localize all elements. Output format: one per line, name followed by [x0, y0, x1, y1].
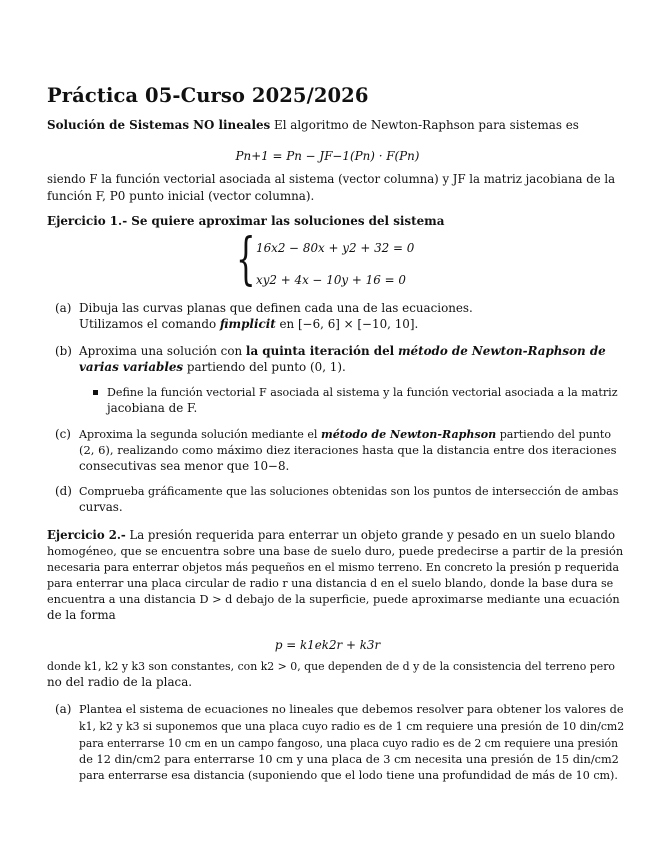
intro-after-line2: función F, P0 punto inicial (vector columna). [47, 189, 315, 203]
exercise2-line3: necesaria para enterrar objetos más pequeños en el mismo terreno. En concreto la presión p requerida [47, 561, 619, 574]
item-b-pre: Aproxima una solución con [79, 344, 243, 358]
item-c-line1 [79, 426, 619, 443]
page-title: Práctica 05-Curso 2025/2026 [47, 84, 369, 107]
item-b-line2 [79, 359, 609, 376]
exercise2-heading: Ejercicio 2.- [47, 528, 126, 542]
ex2-item-a-line5: para enterrarse esa distancia (suponiendo que el lodo tiene una profundidad de más de 10 cm). [79, 769, 618, 782]
item-d-line1: Comprueba gráficamente que las soluciones obtenidas son los puntos de intersección de ambas [79, 485, 619, 498]
exercise2-line1 [47, 527, 622, 544]
exercise2-after-line1: donde k1, k2 y k3 son constantes, con k2 > 0, que dependen de d y de la consistencia del terreno pero [47, 660, 615, 673]
item-d-label: (d) [55, 484, 72, 498]
item-a-line2 [79, 316, 609, 333]
fimplicit-command: fimplicit [219, 317, 276, 331]
intro-text: El algoritmo de Newton-Raphson para sistemas es [274, 118, 579, 132]
system-equation-1: 16x2 − 80x + y2 + 32 = 0 [256, 241, 415, 255]
exercise2-line2: homogéneo, que se encuentra sobre una base de suelo duro, puede predecirse a partir de la presión [47, 545, 624, 558]
item-b-label: (b) [55, 344, 72, 358]
pressure-formula [0, 637, 655, 654]
ex2-item-a-line3: para enterrarse 10 cm en un campo fangoso, una placa cuyo radio es de 2 cm requiere una presión [79, 737, 618, 750]
intro-heading: Solución de Sistemas NO lineales [47, 118, 271, 132]
item-b-post: partiendo del punto (0, 1). [186, 360, 346, 374]
item-a-line1: Dibuja las curvas planas que definen cada una de las ecuaciones. [79, 301, 473, 315]
ex2-item-a-line4: de 12 din/cm2 para enterrarse 10 cm y una placa de 3 cm necesita una presión de 15 din/cm2 [79, 753, 619, 766]
exercise1-heading: Ejercicio 1.- Se quiere aproximar las soluciones del sistema [47, 214, 445, 228]
item-c-line2: (2, 6), realizando como máximo diez iteraciones hasta que la distancia entre dos iteraciones [79, 443, 617, 457]
exercise2-line5: encuentra a una distancia D > d debajo de la superficie, puede aproximarse mediante una ecuación [47, 593, 620, 606]
bullet-line1: Define la función vectorial F asociada al sistema y la función vectorial asociada a la matriz [107, 386, 618, 399]
exercise2-line4: para enterrar una placa circular de radio r una distancia d en el suelo blando, donde la base dura se [47, 577, 614, 590]
system-equation-2: xy2 + 4x − 10y + 16 = 0 [256, 273, 406, 287]
item-b-line1 [79, 343, 609, 360]
exercise2-line1-text: La presión requerida para enterrar un objeto grande y pesado en un suelo blando [129, 528, 616, 542]
ex2-item-a-line1: Plantea el sistema de ecuaciones no lineales que debemos resolver para obtener los valores de [79, 703, 624, 716]
intro-after-line1: siendo F la función vectorial asociada al sistema (vector columna) y JF la matriz jacobiana de la [47, 172, 616, 186]
pressure-formula-text: p = k1ek2r + k3r [274, 638, 381, 652]
exercise2-after-line2: no del radio de la placa. [47, 675, 193, 689]
item-c-method: método de Newton-Raphson [321, 428, 497, 441]
item-c-line1-post: partiendo del punto [499, 428, 612, 441]
item-c-line3: consecutivas sea menor que 10−8. [79, 459, 290, 473]
item-a-line2-pre: Utilizamos el comando [79, 317, 217, 331]
newton-formula [0, 148, 655, 165]
item-b-bold: la quinta iteración del [245, 344, 395, 358]
bullet-line2: jacobiana de F. [107, 401, 198, 415]
system-brace: { [236, 227, 256, 292]
item-a-line2-post: en [−6, 6] × [−10, 10]. [279, 317, 419, 331]
item-b-bi: método de Newton-Raphson de [397, 344, 606, 358]
bullet-marker [93, 390, 98, 395]
item-c-label: (c) [55, 427, 71, 441]
item-a-label: (a) [55, 301, 72, 315]
intro-paragraph [47, 117, 609, 134]
item-b-bi2: varias variables [79, 360, 184, 374]
exercise2-line6: de la forma [47, 608, 116, 622]
item-d-line2: curvas. [79, 500, 123, 514]
ex2-item-a-line2: k1, k2 y k3 si suponemos que una placa cuyo radio es de 1 cm requiere una presión de 10 din/cm2 [79, 720, 625, 733]
newton-formula-text: Pn+1 = Pn − JF−1(Pn) · F(Pn) [235, 149, 420, 163]
item-c-line1-pre: Aproxima la segunda solución mediante el [79, 428, 318, 441]
ex2-item-a-label: (a) [55, 702, 72, 716]
